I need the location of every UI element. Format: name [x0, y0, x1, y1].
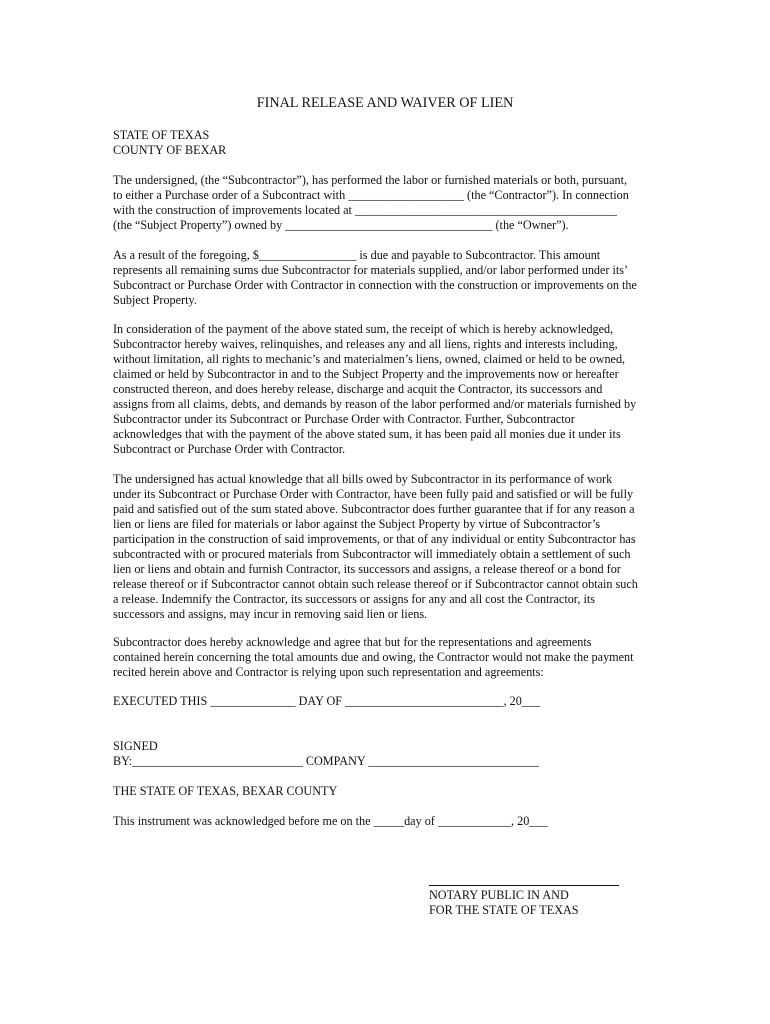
paragraph-line: acknowledges that with the payment of the above stated sum, it has been paid all monies due it under its: [113, 427, 621, 441]
notary-signature-rule: [429, 885, 619, 886]
paragraph-line: lien or liens and obtain and furnish Contractor, its successors and assigns, a release thereof or a bond for: [113, 562, 621, 576]
notary-line-1: NOTARY PUBLIC IN AND: [429, 888, 569, 902]
paragraph-line: Subcontract or Purchase Order with Contractor.: [113, 442, 346, 456]
state-county-line: [113, 784, 658, 799]
acknowledgment-line: [113, 814, 658, 829]
paragraph-line: release thereof or if Subcontractor cannot obtain such release thereof or if Subcontractor cannot obtain such: [113, 577, 638, 591]
paragraph-line: recited herein above and Contractor is relying upon such representation and agreements:: [113, 665, 544, 679]
paragraph-line: In consideration of the payment of the above stated sum, the receipt of which is hereby acknowledged,: [113, 322, 614, 336]
paragraph-line: (the “Subject Property”) owned by __________________________________ (the “Owner”).: [113, 218, 569, 232]
paragraph-line: Subject Property.: [113, 293, 197, 307]
venue-block: [113, 128, 658, 158]
signed-by-line: BY:____________________________ COMPANY ____________________________: [113, 754, 539, 768]
paragraph-line: to either a Purchase order of a Subcontract with ___________________ (the “Contractor”). In connection: [113, 188, 629, 202]
paragraph-line: Subcontractor under its Subcontract or Purchase Order with Contractor. Further, Subcontractor: [113, 412, 575, 426]
signed-label: SIGNED: [113, 739, 158, 753]
paragraph-line: without limitation, all rights to mechanic’s and materialmen’s liens, owned, claimed or held to be owned,: [113, 352, 626, 366]
paragraph-line: paid and satisfied out of the sum stated above. Subcontractor does further guarantee that if for any reason a: [113, 502, 635, 516]
paragraph-line: lien or liens are filed for materials or labor against the Subject Property by virtue of Subcontractor’s: [113, 517, 601, 531]
signature-block: [113, 739, 658, 769]
paragraph-amount: [113, 248, 658, 308]
paragraph-line: successors and assigns, may incur in removing said lien or liens.: [113, 607, 428, 621]
paragraph-line: contained herein concerning the total amounts due and owing, the Contractor would not make the payment: [113, 650, 634, 664]
paragraph-line: participation in the construction of said improvements, or that of any individual or entity Subcontractor has: [113, 532, 636, 546]
paragraph-undersigned: [113, 173, 658, 233]
paragraph-line: represents all remaining sums due Subcontractor for materials supplied, and/or labor performed under its’: [113, 263, 629, 277]
paragraph-line: assigns from all claims, debts, and demands by reason of the labor performed and/or materials furnished by: [113, 397, 637, 411]
paragraph-line: Subcontract or Purchase Order with Contractor in connection with the construction or improvements on the: [113, 278, 637, 292]
paragraph-line: claimed or held by Subcontractor in and to the Subject Property and the improvements now or hereafter: [113, 367, 619, 381]
state-county-text: THE STATE OF TEXAS, BEXAR COUNTY: [113, 784, 338, 798]
paragraph-line: under its Subcontract or Purchase Order with Contractor, have been fully paid and satisfied or will be fully: [113, 487, 634, 501]
paragraph-line: The undersigned, (the “Subcontractor”), has performed the labor or furnished materials or both, pursuant,: [113, 173, 628, 187]
notary-block: [429, 888, 579, 918]
paragraph-acknowledge: [113, 635, 658, 680]
venue-state: STATE OF TEXAS: [113, 128, 210, 142]
paragraph-line: As a result of the foregoing, $________________ is due and payable to Subcontractor. This amount: [113, 248, 601, 262]
paragraph-knowledge: [113, 472, 658, 622]
paragraph-line: a release. Indemnify the Contractor, its successors or assigns for any and all cost the Contractor, its: [113, 592, 595, 606]
notary-line-2: FOR THE STATE OF TEXAS: [429, 903, 579, 917]
executed-line: [113, 694, 658, 709]
document-title: FINAL RELEASE AND WAIVER OF LIEN: [256, 95, 514, 111]
paragraph-line: The undersigned has actual knowledge that all bills owed by Subcontractor in its performance of work: [113, 472, 613, 486]
paragraph-consideration: [113, 322, 658, 457]
venue-county: COUNTY OF BEXAR: [113, 143, 227, 157]
paragraph-line: with the construction of improvements located at ___________________________________________: [113, 203, 618, 217]
acknowledgment-text: This instrument was acknowledged before me on the _____day of ____________, 20___: [113, 814, 548, 828]
executed-text: EXECUTED THIS ______________ DAY OF __________________________, 20___: [113, 694, 541, 708]
paragraph-line: constructed thereon, and does hereby release, discharge and acquit the Contractor, its successors and: [113, 382, 603, 396]
paragraph-line: subcontracted with or procured materials from Subcontractor will immediately obtain a settlement of such: [113, 547, 631, 561]
paragraph-line: Subcontractor hereby waives, relinquishes, and releases any and all liens, rights and interests including,: [113, 337, 618, 351]
paragraph-line: Subcontractor does hereby acknowledge and agree that but for the representations and agreements: [113, 635, 592, 649]
